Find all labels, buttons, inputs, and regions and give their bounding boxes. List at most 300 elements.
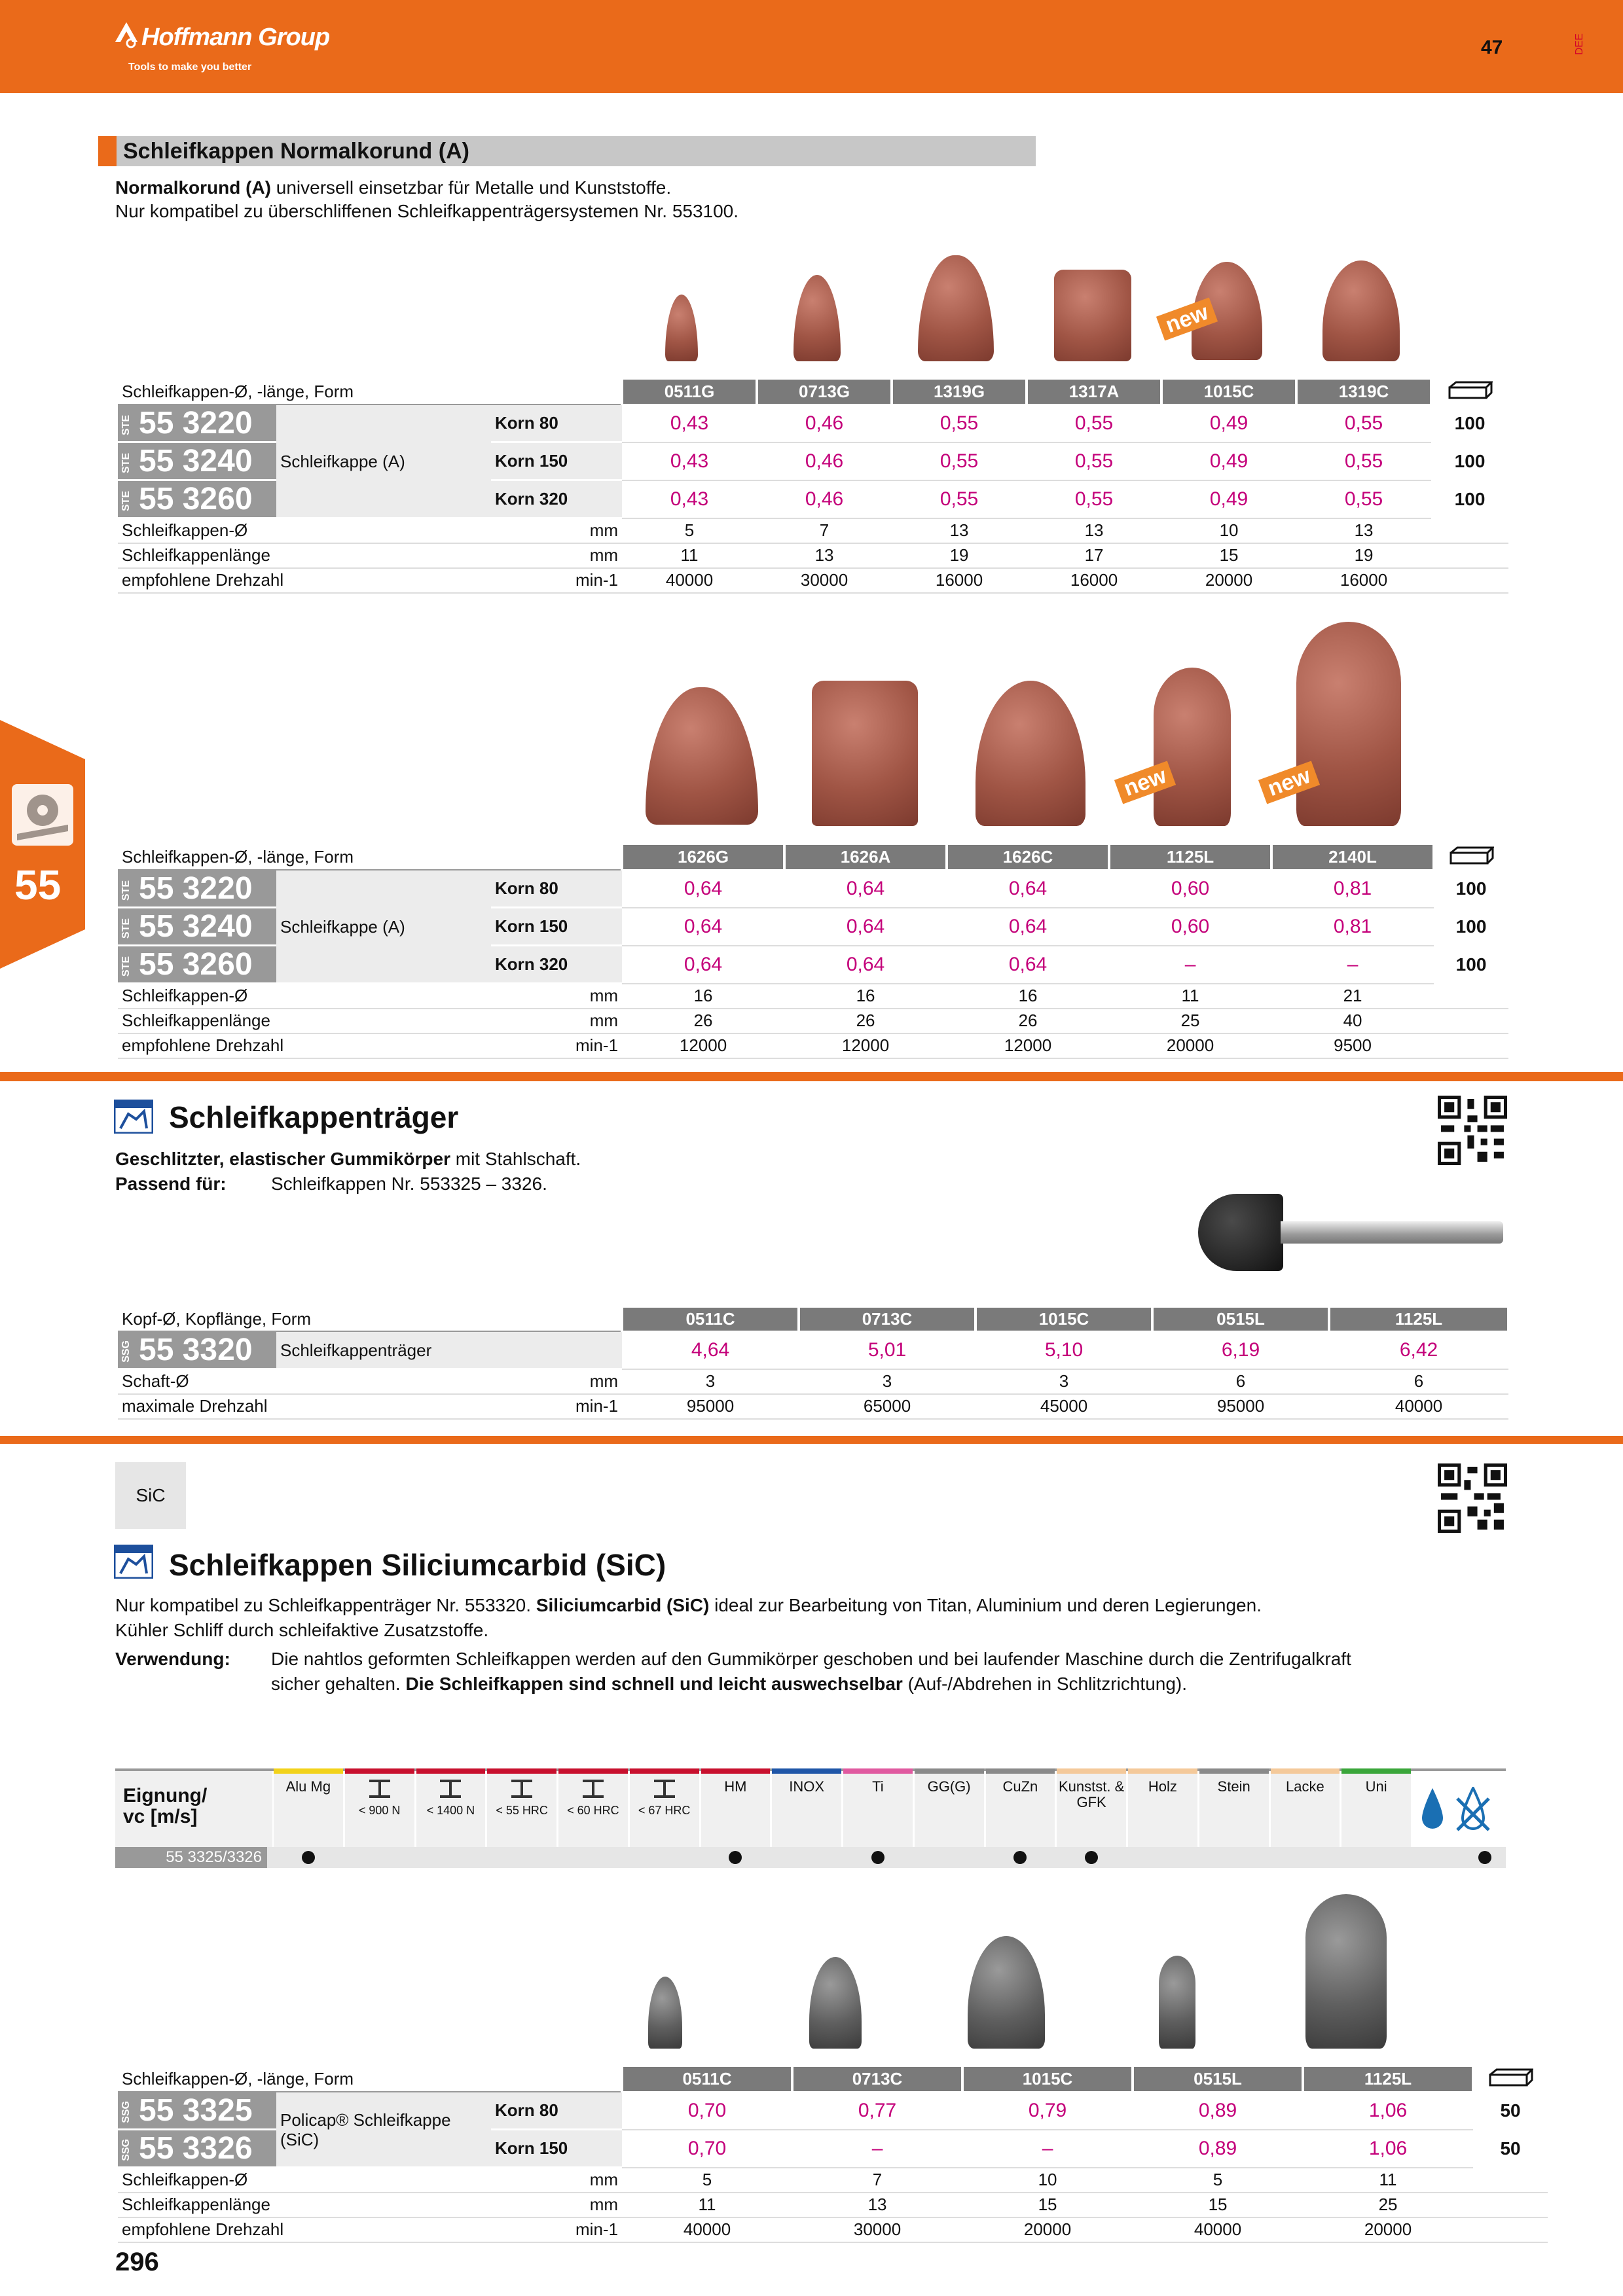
price-table-sic (118, 2067, 1549, 2243)
spec-unit: min-1 (491, 1394, 622, 1419)
col-header: 1319C (1296, 380, 1431, 404)
spec-value: 30000 (757, 568, 892, 593)
eignung-column (1271, 1768, 1340, 1847)
brand-name: Hoffmann Group (141, 24, 330, 51)
spec-value: 13 (892, 518, 1027, 543)
pack-qty: 100 (1434, 946, 1508, 984)
brand-tagline: Tools to make you better (128, 62, 252, 73)
spec-value: 16000 (892, 568, 1027, 593)
spec-value: 20000 (962, 2217, 1133, 2242)
spec-value: 26 (947, 1009, 1109, 1033)
spec-value: 26 (784, 1009, 947, 1033)
eignung-column (1341, 1768, 1411, 1847)
intro-line-1: Normalkorund (A) universell einsetzbar für Metalle und Kunststoffe. (115, 177, 672, 198)
spec-value: 15 (962, 2193, 1133, 2217)
eignung-column (274, 1768, 343, 1847)
section-divider (0, 1436, 1623, 1444)
spec-value: 20000 (1109, 1033, 1271, 1058)
spec-value: 95000 (622, 1394, 799, 1419)
spec-value: 40000 (1329, 1394, 1508, 1419)
section-title: Schleifkappen Siliciumcarbid (SiC) (169, 1548, 666, 1582)
price: 0,55 (1027, 404, 1161, 442)
spec-label: Schleifkappenlänge (118, 1009, 491, 1033)
sic-intro-1: Nur kompatibel zu Schleifkappenträger Nr. 553320. Siliciumcarbid (SiC) ideal zur Bearbeitung von Titan, Aluminium und deren Legierungen. (115, 1595, 1262, 1615)
price: 0,49 (1161, 404, 1296, 442)
eignung-cell (416, 1847, 486, 1868)
col-header: 0511C (622, 1308, 799, 1331)
eignung-column (915, 1768, 984, 1847)
price: 0,49 (1161, 480, 1296, 518)
spec-value: 40000 (622, 2217, 792, 2242)
spec-value: 40 (1271, 1009, 1434, 1033)
col-header: 1626A (784, 845, 947, 870)
material-label: Lacke (1286, 1778, 1324, 1795)
material-label: < 1400 N (426, 1804, 475, 1817)
spec-label: empfohlene Drehzahl (118, 2217, 491, 2242)
pack-qty: 100 (1431, 404, 1508, 442)
spec-value: 15 (1161, 543, 1296, 568)
material-label: < 900 N (358, 1804, 401, 1817)
eignung-cell (701, 1847, 771, 1868)
eignung-columns (274, 1768, 1413, 1847)
table-head-label: Schleifkappen-Ø, -länge, Form (118, 380, 622, 404)
eignung-cell (1057, 1847, 1126, 1868)
package-icon (1431, 380, 1508, 404)
col-header: 1125L (1109, 845, 1271, 870)
vc-label: vc [m/s] (123, 1806, 198, 1827)
article-number: SSG 55 3326 (118, 2130, 276, 2168)
language-code: DEE (1574, 33, 1585, 55)
table-head-label: Schleifkappen-Ø, -länge, Form (118, 2067, 622, 2092)
eignung-cell (915, 1847, 984, 1868)
spec-unit: mm (491, 543, 622, 568)
spec-label: Schleifkappenlänge (118, 2193, 491, 2217)
spec-value: 16 (784, 984, 947, 1009)
article-number: STE 55 3260 (118, 480, 276, 518)
steel-beam-icon (509, 1779, 535, 1799)
price: 6,42 (1329, 1331, 1508, 1369)
col-header: 0515L (1133, 2067, 1303, 2092)
price: 0,55 (892, 480, 1027, 518)
spec-value: 30000 (792, 2217, 962, 2242)
material-label: GG(G) (927, 1778, 971, 1795)
product-image-1125l (1154, 668, 1231, 826)
product-image-carrier (1198, 1194, 1283, 1271)
spec-unit: mm (491, 518, 622, 543)
article-number: STE 55 3220 (118, 404, 276, 442)
spec-label: Schleifkappen-Ø (118, 984, 491, 1009)
eignung-column (630, 1768, 699, 1847)
col-header: 0713C (792, 2067, 962, 2092)
spec-value: 16000 (1027, 568, 1161, 593)
spec-unit: mm (491, 984, 622, 1009)
pack-qty: 50 (1473, 2130, 1548, 2168)
spec-value: 13 (757, 543, 892, 568)
article-description: Schleifkappe (A) (276, 870, 491, 984)
new-badge: new (1114, 761, 1176, 804)
price: 0,55 (1296, 480, 1431, 518)
spec-value: 95000 (1152, 1394, 1329, 1419)
col-header: 1626G (622, 845, 784, 870)
article-number: STE 55 3220 (118, 870, 276, 908)
col-header: 0713C (799, 1308, 976, 1331)
spec-value: 45000 (976, 1394, 1152, 1419)
section-divider (0, 1072, 1623, 1081)
spec-value: 12000 (947, 1033, 1109, 1058)
product-image-1319c (1322, 260, 1400, 361)
price: 0,89 (1133, 2092, 1303, 2130)
spec-value: 5 (622, 518, 757, 543)
pferd-brand-icon (114, 1545, 153, 1579)
eignung-cell (487, 1847, 556, 1868)
spec-value: 11 (622, 543, 757, 568)
spec-label: empfohlene Drehzahl (118, 568, 491, 593)
col-header: 1626C (947, 845, 1109, 870)
price-table-carrier (118, 1308, 1510, 1420)
grit: Korn 150 (491, 2130, 622, 2168)
spec-value: 11 (1303, 2168, 1473, 2193)
spec-value: 5 (622, 2168, 792, 2193)
price: 0,43 (622, 480, 757, 518)
col-header: 0511C (622, 2067, 792, 2092)
col-header: 1125L (1329, 1308, 1508, 1331)
spec-value: 25 (1303, 2193, 1473, 2217)
use-text-2: sicher gehalten. Die Schleifkappen sind schnell und leicht auswechselbar (Auf-/Abdrehen in Schlitzrichtung). (271, 1674, 1188, 1694)
price: 5,01 (799, 1331, 976, 1369)
product-image-shaft (1281, 1221, 1503, 1244)
price: 0,55 (1296, 442, 1431, 480)
eignung-column (487, 1768, 556, 1847)
price: 0,55 (892, 404, 1027, 442)
spec-value: 7 (792, 2168, 962, 2193)
price: – (962, 2130, 1133, 2168)
spec-value: 21 (1271, 984, 1434, 1009)
material-label: < 55 HRC (496, 1804, 548, 1817)
suitability-dot (871, 1851, 884, 1864)
eignung-cell (843, 1847, 913, 1868)
price: 5,10 (976, 1331, 1152, 1369)
eignung-cell (1128, 1847, 1197, 1868)
spec-value: 12000 (622, 1033, 784, 1058)
qr-code-icon (1438, 1096, 1507, 1165)
package-icon (1434, 845, 1508, 870)
product-image-1626c (976, 681, 1085, 826)
price: 0,70 (622, 2092, 792, 2130)
eignung-cell (986, 1847, 1055, 1868)
price: 0,79 (962, 2092, 1133, 2130)
grit: Korn 80 (491, 870, 622, 908)
price: 0,60 (1109, 870, 1271, 908)
eignung-column (1128, 1768, 1197, 1847)
col-header: 1015C (962, 2067, 1133, 2092)
col-header: 0511G (622, 380, 757, 404)
price: 0,81 (1271, 908, 1434, 946)
pack-qty: 100 (1431, 442, 1508, 480)
price: 1,06 (1303, 2092, 1473, 2130)
spec-value: 40000 (1133, 2217, 1303, 2242)
product-image-1626a (812, 681, 918, 826)
steel-beam-icon (437, 1779, 464, 1799)
spec-value: 15 (1133, 2193, 1303, 2217)
spec-value: 16 (622, 984, 784, 1009)
grit: Korn 80 (491, 404, 622, 442)
spec-label: Schleifkappen-Ø (118, 518, 491, 543)
qr-code-icon (1438, 1463, 1507, 1533)
eignung-row-label: 55 3325/3326 (115, 1847, 267, 1868)
new-badge: new (1156, 297, 1218, 340)
article-description: Schleifkappe (A) (276, 404, 491, 518)
price: 0,46 (757, 404, 892, 442)
material-label: Kunstst. & GFK (1058, 1778, 1125, 1810)
price: – (1271, 946, 1434, 984)
product-image-0515l (1159, 1956, 1195, 2049)
eignung-cell (558, 1847, 628, 1868)
eignung-dots (274, 1847, 1413, 1868)
grinding-icon (12, 784, 73, 846)
price: 0,64 (784, 870, 947, 908)
price: 0,60 (1109, 908, 1271, 946)
price: – (1109, 946, 1271, 984)
pack-qty: 100 (1434, 870, 1508, 908)
eignung-column (558, 1768, 628, 1847)
article-number: STE 55 3240 (118, 442, 276, 480)
price: 0,55 (1296, 404, 1431, 442)
article-description: Policap® Schleifkappe (SiC) (276, 2092, 491, 2168)
spec-value: 13 (1296, 518, 1431, 543)
spec-label: Schleifkappenlänge (118, 543, 491, 568)
eignung-column (345, 1768, 414, 1847)
price: 1,06 (1303, 2130, 1473, 2168)
price: 0,64 (784, 908, 947, 946)
spec-value: 10 (1161, 518, 1296, 543)
spec-value: 6 (1152, 1369, 1329, 1394)
price: 0,70 (622, 2130, 792, 2168)
spec-value: 25 (1109, 1009, 1271, 1033)
product-image-0511c (648, 1977, 682, 2049)
suitability-dot (1013, 1851, 1027, 1864)
price: – (792, 2130, 962, 2168)
footer-page-number: 296 (115, 2248, 159, 2276)
price: 4,64 (622, 1331, 799, 1369)
suitability-dot (1085, 1851, 1098, 1864)
material-label: Stein (1217, 1778, 1250, 1795)
article-number: STE 55 3240 (118, 908, 276, 946)
pferd-brand-icon (114, 1100, 153, 1134)
carrier-line-1: Geschlitzter, elastischer Gummikörper mit Stahlschaft. (115, 1149, 581, 1169)
material-label: < 67 HRC (638, 1804, 691, 1817)
col-header: 0713G (757, 380, 892, 404)
spec-value: 7 (757, 518, 892, 543)
spec-label: Schaft-Ø (118, 1369, 491, 1394)
chapter-number: 55 (14, 861, 62, 908)
fits-label: Passend für: (115, 1174, 227, 1194)
article-number: STE 55 3260 (118, 946, 276, 984)
price: 0,64 (622, 870, 784, 908)
spec-label: maximale Drehzahl (118, 1394, 491, 1419)
eignung-cell (274, 1847, 343, 1868)
eignung-cell (345, 1847, 414, 1868)
spec-value: 19 (1296, 543, 1431, 568)
article-number: SSG 55 3320 (118, 1331, 276, 1369)
eignung-cell (772, 1847, 841, 1868)
spec-value: 13 (792, 2193, 962, 2217)
table-head-label: Kopf-Ø, Kopflänge, Form (118, 1308, 622, 1331)
price: 0,43 (622, 404, 757, 442)
product-image-1015c-sic (968, 1936, 1045, 2049)
hoffmann-logo-icon (115, 22, 137, 48)
price: 0,55 (1027, 442, 1161, 480)
spec-value: 3 (976, 1369, 1152, 1394)
suitability-dot (302, 1851, 315, 1864)
spec-value: 11 (1109, 984, 1271, 1009)
price: 0,46 (757, 442, 892, 480)
dry-no-drop-icon (1453, 1787, 1493, 1833)
material-label: Holz (1148, 1778, 1177, 1795)
eignung-column (843, 1768, 913, 1847)
grit: Korn 320 (491, 946, 622, 984)
price: 6,19 (1152, 1331, 1329, 1369)
spec-value: 13 (1027, 518, 1161, 543)
price: 0,64 (947, 870, 1109, 908)
eignung-cell (1341, 1847, 1411, 1868)
spec-unit: min-1 (491, 568, 622, 593)
spec-value: 26 (622, 1009, 784, 1033)
price: 0,89 (1133, 2130, 1303, 2168)
spec-value: 20000 (1161, 568, 1296, 593)
grit: Korn 150 (491, 908, 622, 946)
steel-beam-icon (580, 1779, 606, 1799)
pack-qty: 100 (1434, 908, 1508, 946)
product-image-2140l (1296, 622, 1401, 826)
price: 0,49 (1161, 442, 1296, 480)
eignung-column (701, 1768, 771, 1847)
price: 0,46 (757, 480, 892, 518)
price: 0,55 (1027, 480, 1161, 518)
spec-unit: min-1 (491, 1033, 622, 1058)
spec-value: 11 (622, 2193, 792, 2217)
product-image-0713c (809, 1957, 862, 2049)
sic-intro-2: Kühler Schliff durch schleifaktive Zusatzstoffe. (115, 1620, 489, 1640)
spec-label: Schleifkappen-Ø (118, 2168, 491, 2193)
price-table-2 (118, 845, 1510, 1059)
product-image-1317a (1054, 270, 1131, 361)
spec-value: 12000 (784, 1033, 947, 1058)
pack-qty: 100 (1431, 480, 1508, 518)
article-description: Schleifkappenträger (276, 1331, 622, 1369)
spec-value: 20000 (1303, 2217, 1473, 2242)
price: 0,77 (792, 2092, 962, 2130)
col-header: 1015C (976, 1308, 1152, 1331)
price: 0,64 (947, 946, 1109, 984)
col-header: 1015C (1161, 380, 1296, 404)
grit: Korn 80 (491, 2092, 622, 2130)
col-header: 1317A (1027, 380, 1161, 404)
grit: Korn 150 (491, 442, 622, 480)
col-header: 0515L (1152, 1308, 1329, 1331)
spec-value: 9500 (1271, 1033, 1434, 1058)
spec-unit: mm (491, 2193, 622, 2217)
material-label: Ti (872, 1778, 884, 1795)
spec-value: 16000 (1296, 568, 1431, 593)
spec-value: 3 (622, 1369, 799, 1394)
product-image-1125l-sic (1305, 1894, 1387, 2049)
material-label: < 60 HRC (567, 1804, 619, 1817)
product-image-1626g (646, 687, 758, 825)
price: 0,64 (784, 946, 947, 984)
eignung-cell (630, 1847, 699, 1868)
spec-unit: min-1 (491, 2217, 622, 2242)
spec-value: 65000 (799, 1394, 976, 1419)
grit: Korn 320 (491, 480, 622, 518)
suitability-dot (729, 1851, 742, 1864)
material-label: HM (724, 1778, 747, 1795)
intro-line-2: Nur kompatibel zu überschliffenen Schleifkappenträgersystemen Nr. 553100. (115, 201, 739, 221)
material-label: Alu Mg (285, 1778, 331, 1795)
spec-value: 16 (947, 984, 1109, 1009)
spec-unit: mm (491, 2168, 622, 2193)
eignung-label-cell (115, 1771, 272, 1847)
material-label: INOX (789, 1778, 825, 1795)
price-table-1 (118, 380, 1510, 594)
price: 0,55 (892, 442, 1027, 480)
spec-label: empfohlene Drehzahl (118, 1033, 491, 1058)
package-icon (1473, 2067, 1548, 2092)
product-image-0511g (665, 295, 698, 361)
price: 0,43 (622, 442, 757, 480)
spec-value: 10 (962, 2168, 1133, 2193)
new-badge: new (1258, 761, 1320, 804)
spec-value: 6 (1329, 1369, 1508, 1394)
article-number: SSG 55 3325 (118, 2092, 276, 2130)
steel-beam-icon (651, 1779, 678, 1799)
dry-suitability-dot (1478, 1851, 1491, 1864)
section-title: Schleifkappenträger (169, 1100, 459, 1134)
material-label: Uni (1365, 1778, 1387, 1795)
spec-unit: mm (491, 1369, 622, 1394)
eignung-column (1199, 1768, 1269, 1847)
spec-value: 40000 (622, 568, 757, 593)
price: 0,64 (947, 908, 1109, 946)
col-header: 2140L (1271, 845, 1434, 870)
spec-value: 19 (892, 543, 1027, 568)
spec-value: 3 (799, 1369, 976, 1394)
product-image-1319g (918, 255, 994, 361)
eignung-column (772, 1768, 841, 1847)
eignung-column (1057, 1768, 1126, 1847)
price: 0,64 (622, 908, 784, 946)
material-label: CuZn (1002, 1778, 1038, 1795)
use-text-1: Die nahtlos geformten Schleifkappen werden auf den Gummikörper geschoben und bei laufender Maschine durch die Zentrifugalkraft (271, 1649, 1351, 1669)
table-head-label: Schleifkappen-Ø, -länge, Form (118, 845, 622, 870)
section-title: Schleifkappen Normalkorund (A) (123, 139, 469, 164)
wet-drop-icon (1419, 1787, 1446, 1833)
use-label: Verwendung: (115, 1649, 230, 1669)
eignung-cell (1271, 1847, 1340, 1868)
product-image-0713g (793, 275, 841, 361)
catalog-page-number: 47 (1481, 37, 1503, 58)
eignung-label: Eignung/ (123, 1785, 208, 1806)
eignung-column (986, 1768, 1055, 1847)
spec-value: 5 (1133, 2168, 1303, 2193)
price: 0,64 (622, 946, 784, 984)
price: 0,81 (1271, 870, 1434, 908)
eignung-cell (1199, 1847, 1269, 1868)
spec-value: 17 (1027, 543, 1161, 568)
eignung-column (416, 1768, 486, 1847)
col-header: 1319G (892, 380, 1027, 404)
fits-text: Schleifkappen Nr. 553325 – 3326. (271, 1174, 547, 1194)
pack-qty: 50 (1473, 2092, 1548, 2130)
